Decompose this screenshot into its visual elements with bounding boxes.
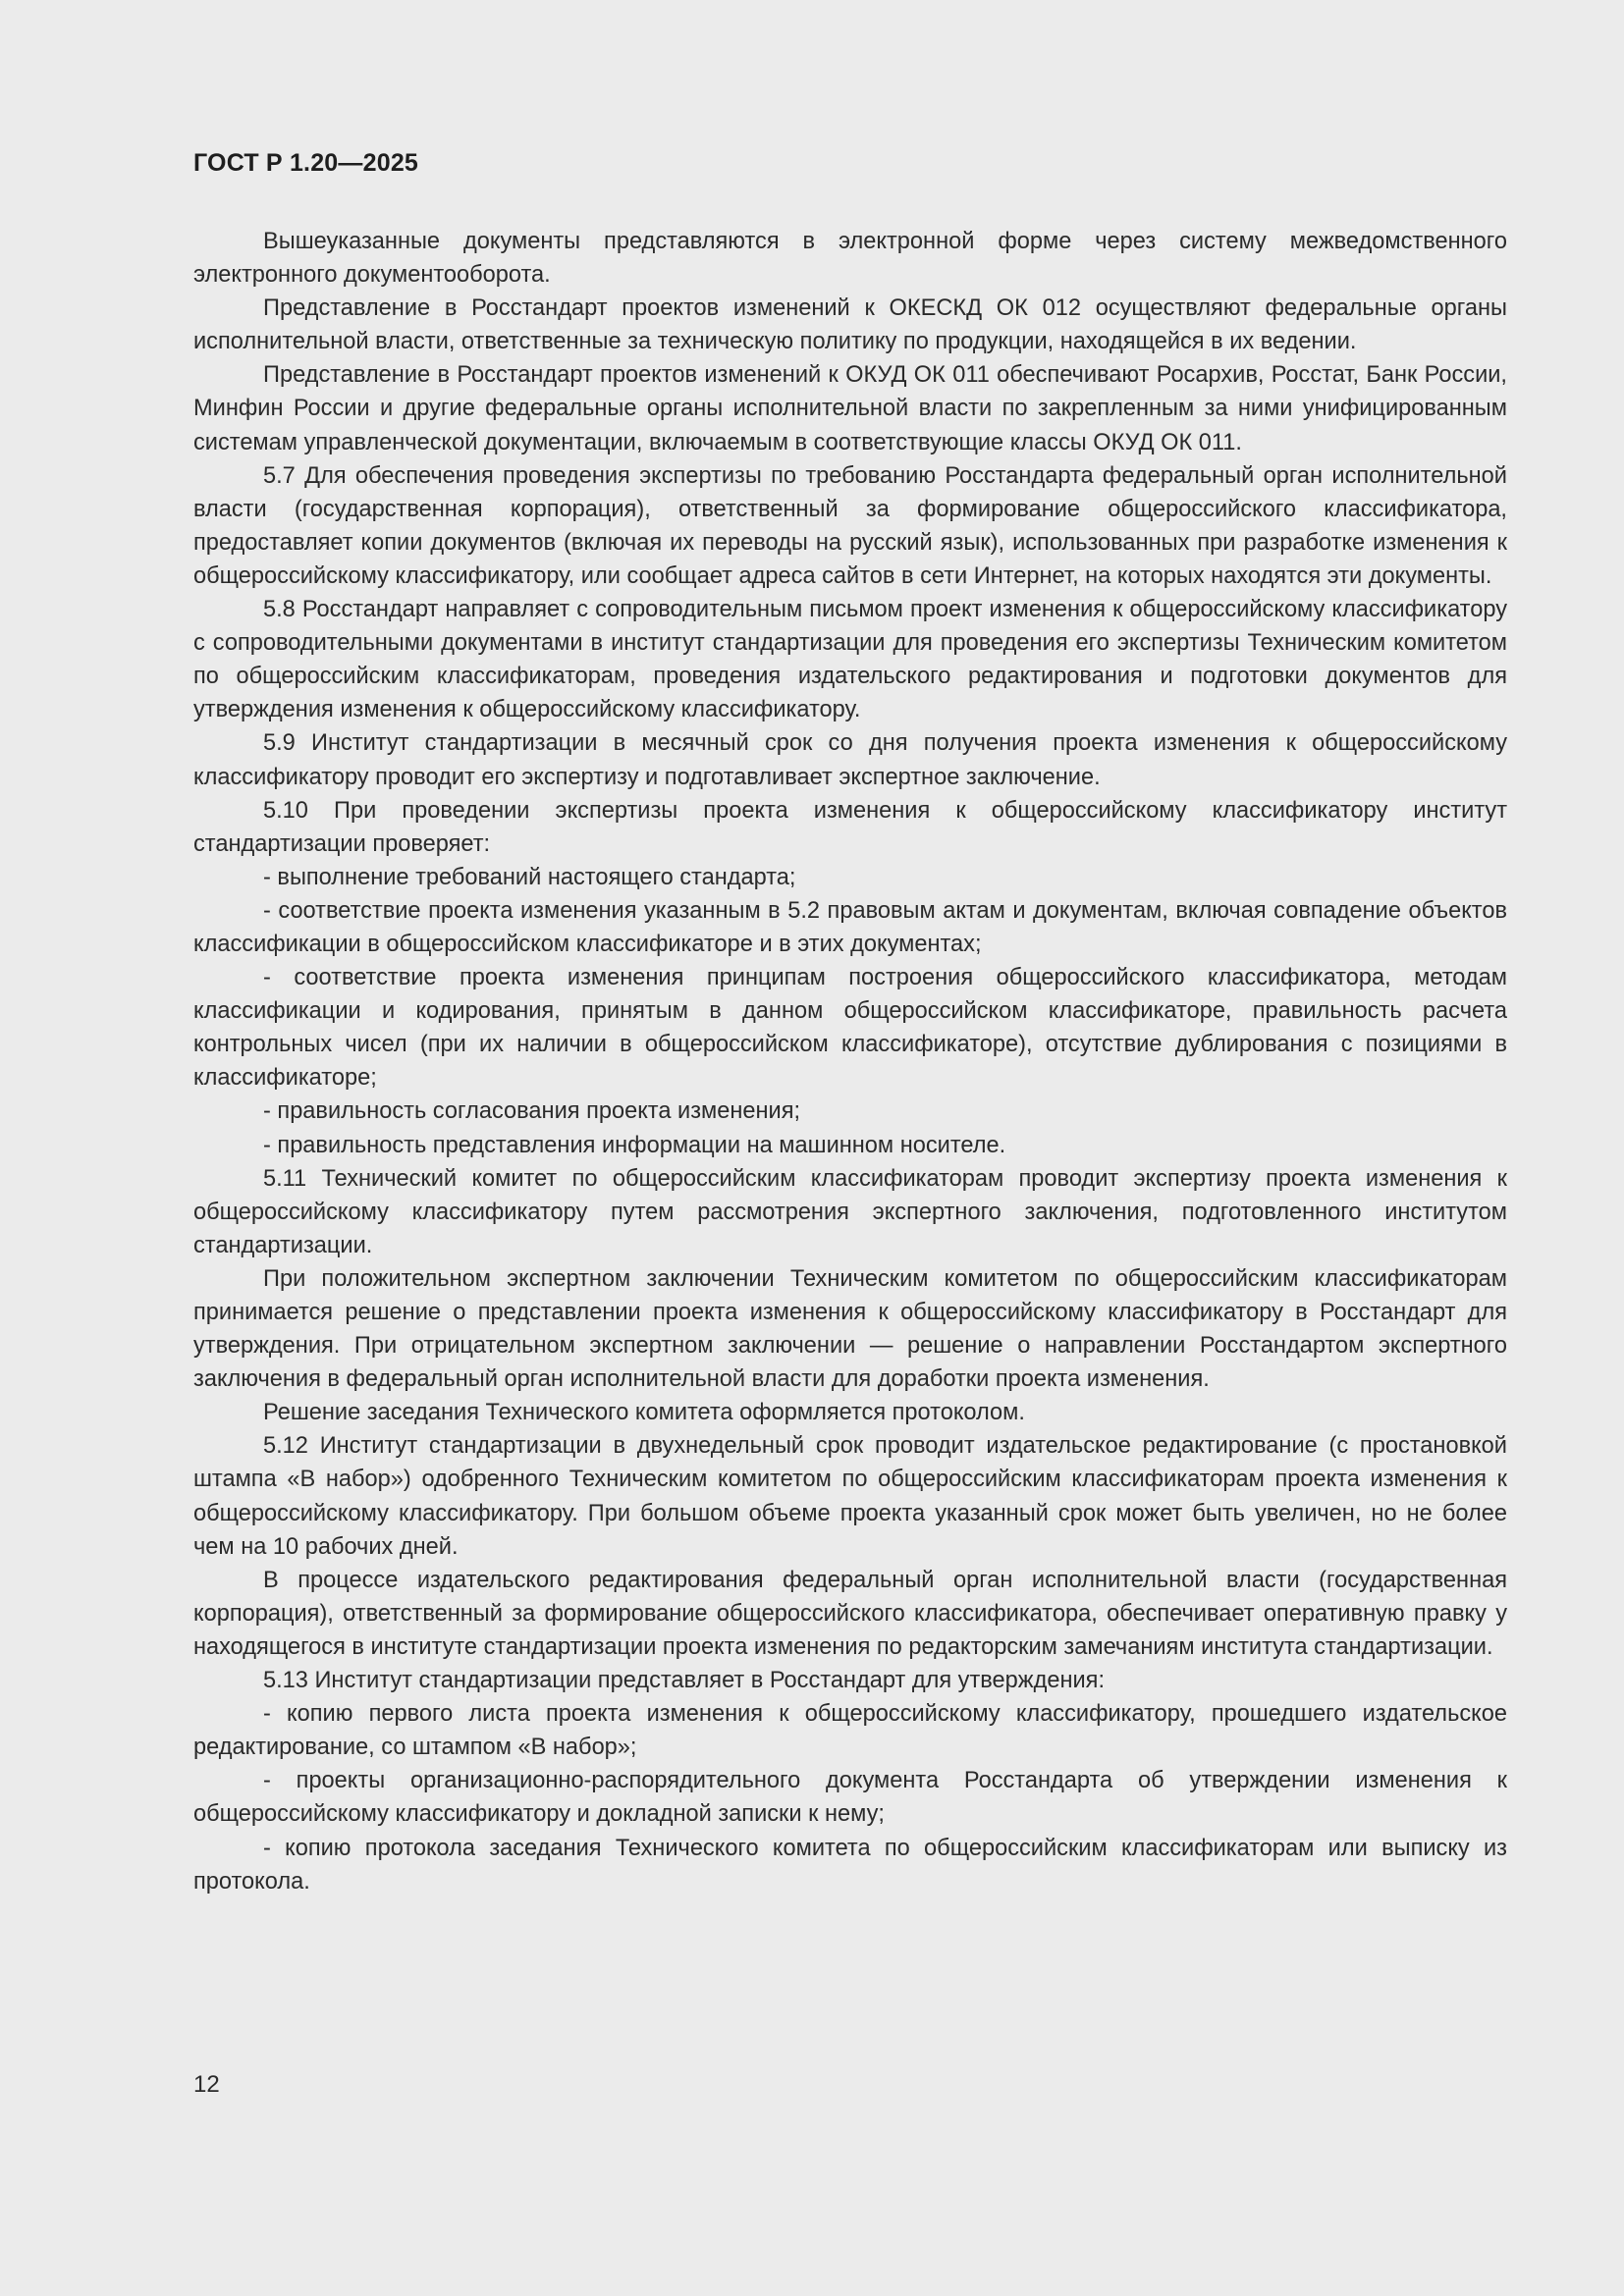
paragraph: Представление в Росстандарт проектов изменений к ОКЕСКД ОК 012 осуществляют федеральные органы исполнительной власти, ответственные за техническую политику по продукции, находящейся в их ведении. <box>193 295 1507 355</box>
clause-5-10: 5.10 При проведении экспертизы проекта изменения к общероссийскому классификатору институт стандартизации проверяет: <box>193 797 1507 857</box>
paragraph: В процессе издательского редактирования федеральный орган исполнительной власти (государственная корпорация), ответственный за формирование общероссийского классификатора, обеспечивает оперативную правку у находящегося в институте стандартизации проекта изменения по редакторским замечаниям института стандартизации. <box>193 1567 1507 1660</box>
clause-5-7: 5.7 Для обеспечения проведения экспертизы по требованию Росстандарта федеральный орган исполнительной власти (государственная корпорация), ответственный за формирование общероссийского классификатора, предоставляет копии документов (включая их переводы на русский язык), использованных при разработке изменения к общероссийскому классификатору, или сообщает адреса сайтов в сети Интернет, на которых находятся эти документы. <box>193 462 1507 589</box>
list-item: - выполнение требований настоящего стандарта; <box>263 864 796 890</box>
list-item: - копию протокола заседания Технического комитета по общероссийским классификаторам или выписку из протокола. <box>193 1835 1507 1895</box>
clause-5-9: 5.9 Институт стандартизации в месячный срок со дня получения проекта изменения к общероссийскому классификатору проводит его экспертизу и подготавливает экспертное заключение. <box>193 730 1507 790</box>
list-item: - соответствие проекта изменения указанным в 5.2 правовым актам и документам, включая совпадение объектов классификации в общероссийском классификаторе и в этих документах; <box>193 897 1507 957</box>
page-number: 12 <box>193 2071 220 2098</box>
list-item: - копию первого листа проекта изменения к общероссийскому классификатору, прошедшего издательское редактирование, со штампом «В набор»; <box>193 1701 1507 1761</box>
paragraph: Решение заседания Технического комитета оформляется протоколом. <box>263 1400 1025 1426</box>
clause-5-8: 5.8 Росстандарт направляет с сопроводительным письмом проект изменения к общероссийскому классификатору с сопроводительными документами в институт стандартизации для проведения его экспертизы Техническим комитетом по общероссийским классификаторам, проведения издательского редактирования и подготовки документов для утверждения изменения к общероссийскому классификатору. <box>193 597 1507 723</box>
list-item: - проекты организационно-распорядительного документа Росстандарта об утверждении изменения к общероссийскому классификатору и докладной записки к нему; <box>193 1768 1507 1828</box>
document-body <box>193 225 1507 1898</box>
paragraph: Вышеуказанные документы представляются в электронной форме через систему межведомственного электронного документооборота. <box>193 229 1507 289</box>
list-item: - правильность согласования проекта изменения; <box>263 1098 801 1125</box>
clause-5-11: 5.11 Технический комитет по общероссийским классификаторам проводит экспертизу проекта изменения к общероссийскому классификатору путем рассмотрения экспертного заключения, подготовленного институтом стандартизации. <box>193 1165 1507 1258</box>
list-item: - правильность представления информации на машинном носителе. <box>263 1132 1006 1158</box>
document-code-header: ГОСТ Р 1.20—2025 <box>193 149 419 177</box>
clause-5-13: 5.13 Институт стандартизации представляет в Росстандарт для утверждения: <box>263 1668 1106 1694</box>
clause-5-12: 5.12 Институт стандартизации в двухнедельный срок проводит издательское редактирование (с простановкой штампа «В набор») одобренного Техническим комитетом по общероссийским классификаторам проекта изменения к общероссийскому классификатору. При большом объеме проекта указанный срок может быть увеличен, но не более чем на 10 рабочих дней. <box>193 1433 1507 1560</box>
paragraph: При положительном экспертном заключении Техническим комитетом по общероссийским классификаторам принимается решение о представлении проекта изменения к общероссийскому классификатору в Росстандарт для утверждения. При отрицательном экспертном заключении — решение о направлении Росстандартом экспертного заключения в федеральный орган исполнительной власти для доработки проекта изменения. <box>193 1265 1507 1393</box>
paragraph: Представление в Росстандарт проектов изменений к ОКУД ОК 011 обеспечивают Росархив, Росстат, Банк России, Минфин России и другие федеральные органы исполнительной власти по закрепленным за ними унифицированным системам управленческой документации, включаемым в соответствующие классы ОКУД ОК 011. <box>193 362 1507 455</box>
list-item: - соответствие проекта изменения принципам построения общероссийского классификатора, методам классификации и кодирования, принятым в данном общероссийском классификаторе, правильность расчета контрольных чисел (при их наличии в общероссийском классификаторе), отсутствие дублирования с позициями в классификаторе; <box>193 965 1507 1092</box>
